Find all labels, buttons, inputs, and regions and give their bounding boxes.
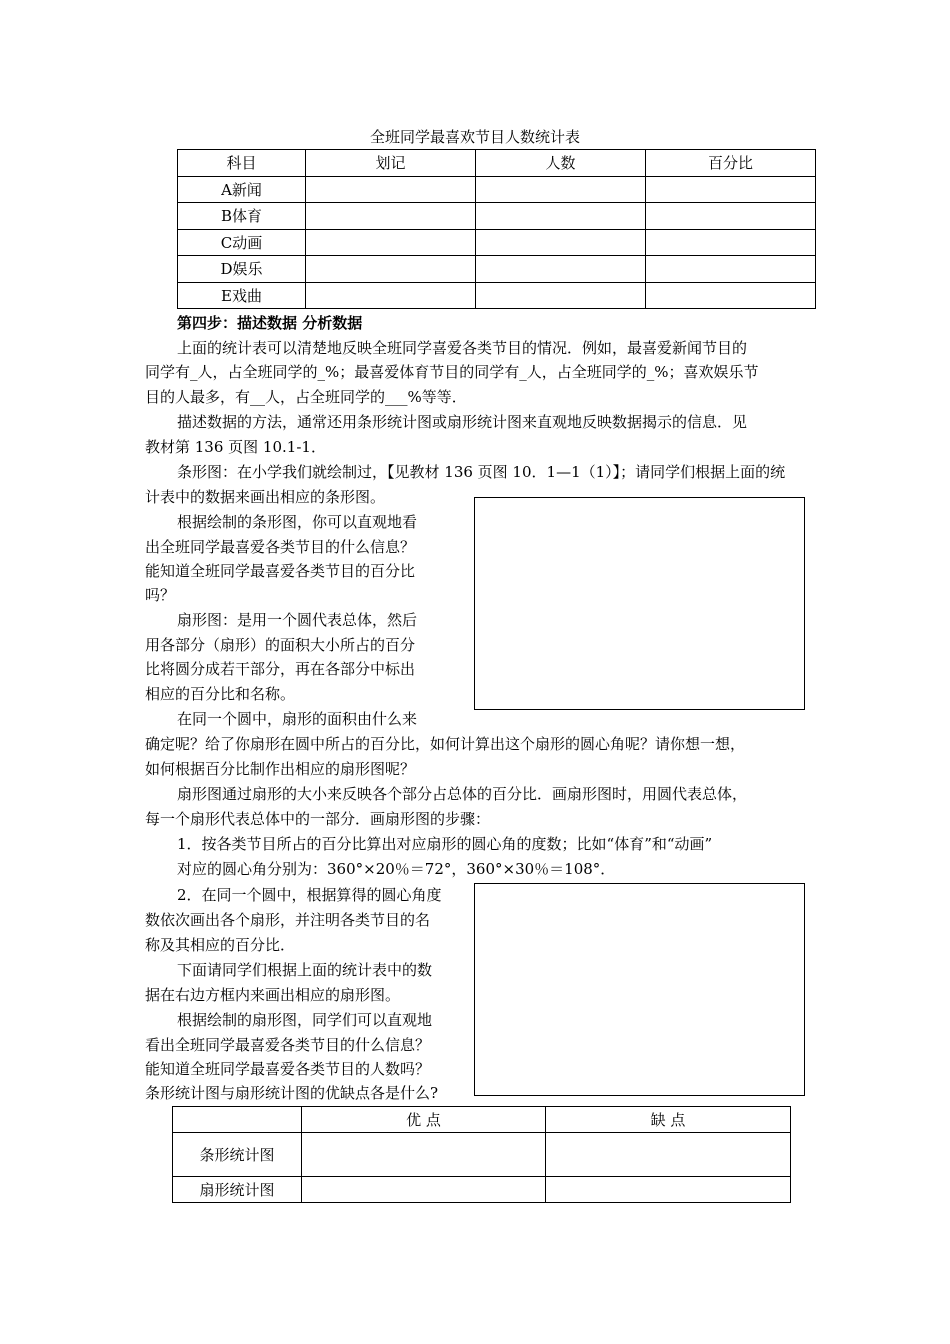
- step4-heading: 第四步：描述数据 分析数据: [177, 314, 363, 332]
- advantages-cell[interactable]: [302, 1177, 546, 1203]
- count-cell[interactable]: [476, 203, 646, 230]
- tally-cell[interactable]: [306, 203, 476, 230]
- paragraph-line: 下面请同学们根据上面的统计表中的数: [177, 961, 433, 979]
- paragraph-line: 如何根据百分比制作出相应的扇形图呢？: [145, 760, 416, 778]
- table1-caption: 全班同学最喜欢节目人数统计表: [369, 128, 580, 146]
- table-header-row: [173, 1107, 791, 1133]
- paragraph-line: 吗？: [145, 586, 176, 604]
- header-subject: 科目: [178, 150, 306, 177]
- paragraph-line: 2．在同一个圆中，根据算得的圆心角度: [177, 886, 442, 904]
- row-label: E戏曲: [178, 282, 306, 309]
- paragraph-line: 数依次画出各个扇形，并注明各类节目的名: [145, 911, 431, 929]
- table-row: [173, 1133, 791, 1177]
- tally-cell[interactable]: [306, 229, 476, 256]
- header-percent: 百分比: [646, 150, 816, 177]
- paragraph-line: 能知道全班同学最喜爱各类节目的百分比: [145, 562, 416, 580]
- paragraph-line: 同学有_人，占全班同学的_%；最喜爱体育节目的同学有_人，占全班同学的_%；喜欢娱乐节: [145, 363, 759, 381]
- header-tally: 划记: [306, 150, 476, 177]
- paragraph-line: 确定呢？给了你扇形在圆中所占的百分比，如何计算出这个扇形的圆心角呢？请你想一想，: [145, 735, 746, 753]
- table-row: [178, 203, 816, 230]
- tally-cell[interactable]: [306, 256, 476, 283]
- table-row: [178, 256, 816, 283]
- row-label: B体育: [178, 203, 306, 230]
- count-cell[interactable]: [476, 176, 646, 203]
- percent-cell[interactable]: [646, 256, 816, 283]
- paragraph-line: 出全班同学最喜爱各类节目的什么信息？: [145, 538, 416, 556]
- paragraph-line: 用各部分（扇形）的面积大小所占的百分: [145, 636, 416, 654]
- bar-chart-drawing-box[interactable]: [474, 497, 805, 710]
- header-advantages: 优 点: [302, 1107, 546, 1133]
- disadvantages-cell[interactable]: [546, 1177, 791, 1203]
- paragraph-line: 根据绘制的条形图，你可以直观地看: [177, 513, 418, 531]
- paragraph-line: 能知道全班同学最喜爱各类节目的人数吗？: [145, 1060, 431, 1078]
- paragraph-line: 扇形图：是用一个圆代表总体，然后: [177, 611, 418, 629]
- pros-cons-table: [172, 1106, 791, 1203]
- row-label: 条形统计图: [173, 1133, 302, 1177]
- header-disadvantages: 缺 点: [546, 1107, 791, 1133]
- row-label: D娱乐: [178, 256, 306, 283]
- count-cell[interactable]: [476, 282, 646, 309]
- paragraph-line: 计表中的数据来画出相应的条形图。: [145, 488, 386, 506]
- paragraph-line: 称及其相应的百分比．: [145, 936, 296, 954]
- count-cell[interactable]: [476, 229, 646, 256]
- table-header-row: [178, 150, 816, 177]
- paragraph-line: 上面的统计表可以清楚地反映全班同学喜爱各类节目的情况．例如，最喜爱新闻节目的: [177, 339, 748, 357]
- pie-chart-drawing-box[interactable]: [474, 883, 805, 1096]
- advantages-cell[interactable]: [302, 1133, 546, 1177]
- row-label: C动画: [178, 229, 306, 256]
- paragraph-line: 相应的百分比和名称。: [145, 685, 296, 703]
- table-row: [178, 229, 816, 256]
- paragraph-line: 条形图：在小学我们就绘制过，【见教材 136 页图 10．1—1（1）】；请同学们根据上面的统: [177, 463, 786, 481]
- paragraph-line: 看出全班同学最喜爱各类节目的什么信息？: [145, 1036, 431, 1054]
- paragraph-line: 教材第 136 页图 10.1-1．: [145, 438, 326, 456]
- paragraph-line: 根据绘制的扇形图，同学们可以直观地: [177, 1011, 433, 1029]
- paragraph-line: 在同一个圆中，扇形的面积由什么来: [177, 710, 418, 728]
- paragraph-line: 目的人最多，有__人，占全班同学的___%等等．: [145, 388, 467, 406]
- tally-cell[interactable]: [306, 282, 476, 309]
- percent-cell[interactable]: [646, 229, 816, 256]
- header-count: 人数: [476, 150, 646, 177]
- paragraph-line: 对应的圆心角分别为：360°×20％＝72°，360°×30％＝108°．: [177, 860, 616, 878]
- row-label: 扇形统计图: [173, 1177, 302, 1203]
- table-row: [173, 1177, 791, 1203]
- percent-cell[interactable]: [646, 203, 816, 230]
- paragraph-line: 扇形图通过扇形的大小来反映各个部分占总体的百分比．画扇形图时，用圆代表总体，: [177, 785, 748, 803]
- table-row: [178, 282, 816, 309]
- paragraph-line: 每一个扇形代表总体中的一部分．画扇形图的步骤：: [145, 810, 491, 828]
- percent-cell[interactable]: [646, 176, 816, 203]
- table-row: [178, 176, 816, 203]
- paragraph-line: 描述数据的方法，通常还用条形统计图或扇形统计图来直观地反映数据揭示的信息．见: [177, 413, 748, 431]
- row-label: A新闻: [178, 176, 306, 203]
- paragraph-line: 条形统计图与扇形统计图的优缺点各是什么?: [145, 1084, 439, 1102]
- header-blank: [173, 1107, 302, 1133]
- count-cell[interactable]: [476, 256, 646, 283]
- percent-cell[interactable]: [646, 282, 816, 309]
- tally-cell[interactable]: [306, 176, 476, 203]
- statistics-table: [177, 149, 816, 309]
- paragraph-line: 据在右边方框内来画出相应的扇形图。: [145, 986, 401, 1004]
- disadvantages-cell[interactable]: [546, 1133, 791, 1177]
- paragraph-line: 1．按各类节目所占的百分比算出对应扇形的圆心角的度数；比如“体育”和“动画”: [177, 835, 713, 853]
- paragraph-line: 比将圆分成若干部分，再在各部分中标出: [145, 660, 416, 678]
